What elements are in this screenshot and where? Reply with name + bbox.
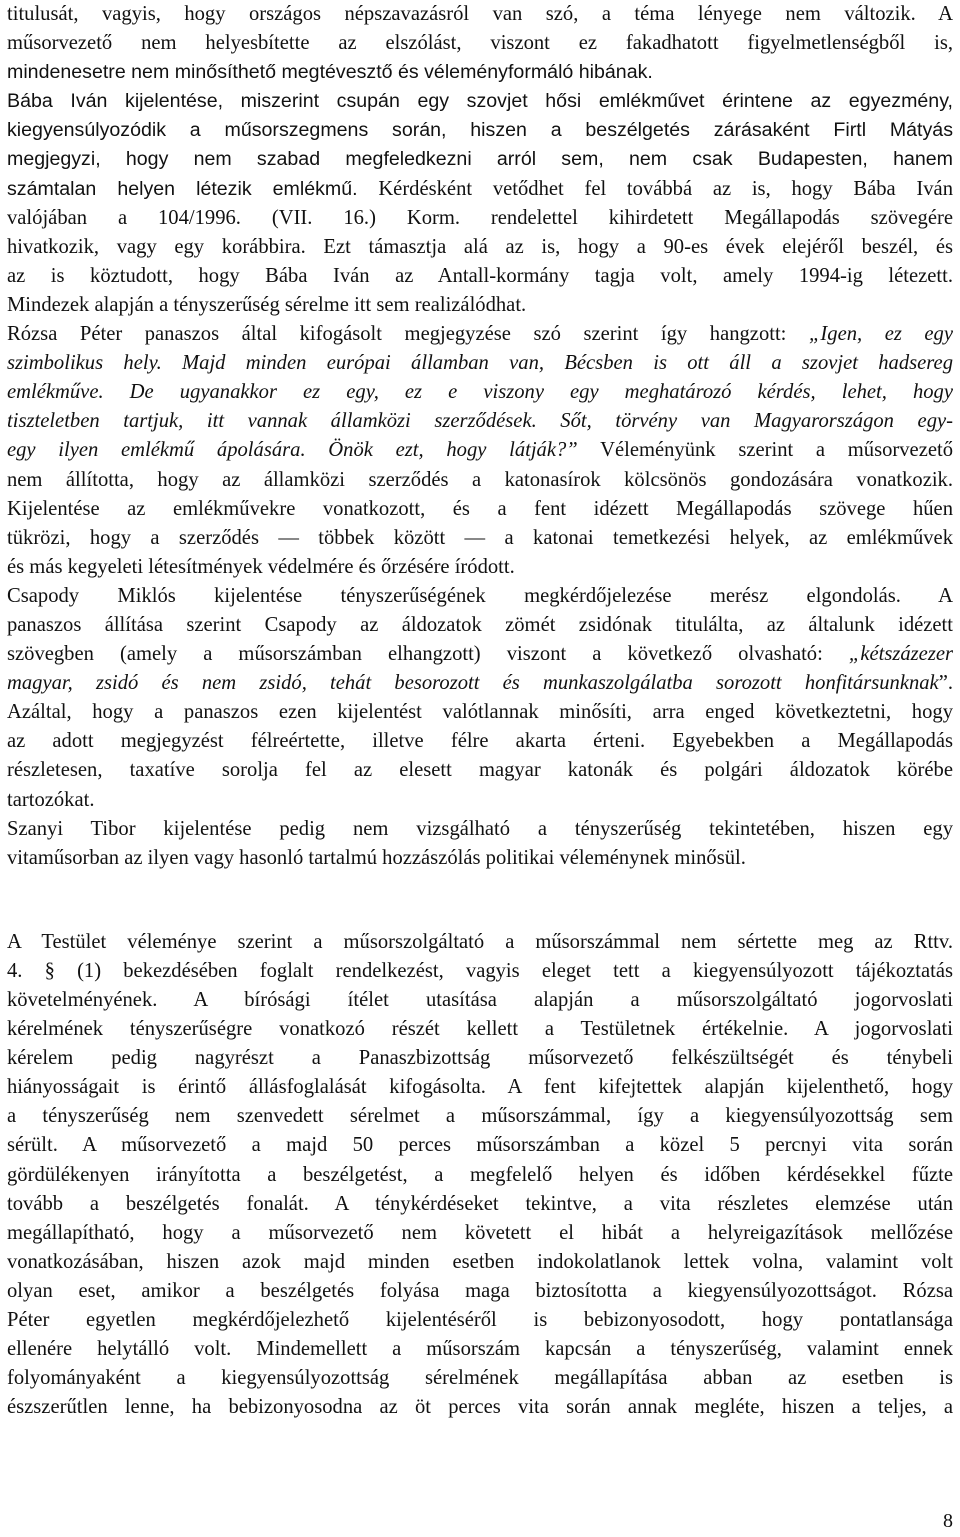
text-line: hiányosságait is érintő állásfoglalását kifogásolta. A fent kifejtettek alapján kijelenthető, hogy — [7, 1076, 953, 1099]
text-line: megállapítható, hogy a műsorvezető nem követett el hibát a helyreigazítások mellőzése — [7, 1221, 953, 1244]
text-line: panaszos állítása szerint Csapody az áldozatok zömét zsidónak titulálta, az általunk idézett — [7, 613, 953, 636]
text-line: Kijelentése az emlékművekre vonatkozott, és a fent idézett Megállapodás szövege hűen — [7, 497, 953, 520]
text-line: vitaműsorban az ilyen vagy hasonló tartalmú hozzászólás politikai véleménynek minősül. — [7, 846, 746, 869]
text-line: Szanyi Tibor kijelentése pedig nem vizsgálható a tényszerűség tekintetében, hiszen egy — [7, 817, 953, 840]
quote-segment: tiszteletben tartjuk, itt vannak államközi szerződések. Sőt, törvény van Magyarországon egy- — [7, 410, 953, 433]
quote-segment: „kétszázezer — [848, 643, 953, 666]
text-line: a tényszerűség nem szenvedett sérelmet a műsorszámmal, így a kiegyensúlyozottság sem — [7, 1105, 953, 1128]
text-line: tartozókat. — [7, 788, 95, 811]
text-segment: Rózsa Péter panaszos által kifogásolt megjegyzése szó szerint így hangzott: — [7, 323, 809, 346]
text-line: sérült. A műsorvezető a majd 50 perces műsorszámban a közel 5 percnyi vita során — [7, 1134, 953, 1157]
text-line: ellenére helytálló volt. Mindemellett a műsorszám kapcsán a tényszerűség, valamint ennek — [7, 1338, 953, 1361]
text-line: észszerűtlen lenne, ha bebizonyosodna az öt perces vita során annak megléte, hiszen a teljes, a — [7, 1396, 953, 1419]
text-line: kérelem pedig nagyrészt a Panaszbizottság műsorvezető felkészültségét és ténybeli — [7, 1047, 953, 1070]
text-line: A Testület véleménye szerint a műsorszolgáltató a műsorszámmal nem sértette meg az Rttv. — [7, 930, 953, 953]
text-line — [7, 436, 953, 465]
text-segment: Kérdésként vetődhet fel továbbá az is, hogy Bába Iván — [378, 177, 953, 200]
text-line — [7, 640, 953, 669]
text-line: követelményének. A bírósági ítélet utasítása alapján a műsorszolgáltató jogorvoslati — [7, 989, 953, 1011]
text-line: vonatkozásában, hiszen azok majd minden esetben indokolatlanok lettek volna, valamint volt — [7, 1250, 953, 1273]
text-line: Bába Iván kijelentése, miszerint csupán egy szovjet hősi emlékművet érintene az egyezmény, — [7, 90, 953, 113]
text-line — [7, 669, 953, 698]
page-number: 8 — [943, 1510, 953, 1532]
text-line: olyan eset, amikor a beszélgetés folyása maga biztosította a kiegyensúlyozottságot. Rózsa — [7, 1279, 953, 1302]
quote-segment: magyar, zsidó és nem zsidó, tehát besorozott és munkaszolgálatba sorozott honfitársunknak — [7, 672, 939, 695]
text-line: mindenesetre nem minősíthető megtévesztő és véleményformáló hibának. — [7, 61, 653, 84]
text-line: kérelmének tényszerűségre vonatkozó részét kellett a Testületnek értékelnie. A jogorvoslati — [7, 1018, 953, 1041]
quote-segment: „Igen, ez egy — [808, 323, 953, 346]
text-line: nem állította, hogy az államközi szerződés a katonasírok kölcsönös gondozására vonatkozik. — [7, 468, 953, 491]
text-line: hivatkozik, vagy egy korábbira. Ezt támasztja alá az is, hogy a 90-es évek elejéről beszél, és — [7, 235, 953, 258]
text-segment: ”. — [938, 672, 953, 695]
text-line — [7, 320, 953, 349]
text-line — [7, 349, 953, 378]
text-line: 4. § (1) bekezdésében foglalt rendelkezést, vagyis eleget tett a kiegyensúlyozott tájékoztatás — [7, 959, 953, 982]
text-line: Csapody Miklós kijelentése tényszerűségének megkérdőjelezése merész elgondolás. A — [7, 584, 953, 607]
text-line: kiegyensúlyozódik a műsorszegmens során, hiszen a beszélgetés zárásaként Firtl Mátyás — [7, 119, 953, 142]
text-segment: Véleményünk szerint a műsorvezető — [577, 439, 953, 462]
text-line: Péter egyetlen megkérdőjelezhető kijelentéséről is bebizonyosodott, hogy pontatlansága — [7, 1309, 953, 1332]
text-line: részletesen, taxatíve sorolja fel az elesett magyar katonák és polgári áldozatok körébe — [7, 759, 953, 782]
text-line: az is köztudott, hogy Bába Iván az Antall-kormány tagja volt, amely 1994-ig létezett. — [7, 264, 953, 287]
text-line — [7, 378, 953, 407]
text-line: tükrözi, hogy a szerződés — többek között — a katonai temetkezési helyek, az emlékművek — [7, 526, 953, 549]
text-segment: számtalan helyen létezik emlékmű. — [7, 177, 358, 200]
text-line: Azáltal, hogy a panaszos ezen kijelentést valótlannak minősíti, arra enged következtetni, hogy — [7, 701, 953, 724]
quote-segment: egy ilyen emlékmű ápolására. Önök ezt, hogy látják?” — [7, 439, 578, 462]
text-line: és más kegyeleti létesítmények védelmére és őrzésére íródott. — [7, 555, 515, 578]
text-line: valójában a 104/1996. (VII. 16.) Korm. rendelettel kihirdetett Megállapodás szövegére — [7, 206, 953, 229]
text-line: gördülékenyen irányította a beszélgetést, a megfelelő helyen és időben kérdésekkel fűzte — [7, 1163, 953, 1186]
text-line — [7, 175, 953, 204]
text-line — [7, 407, 953, 436]
text-line: tovább a beszélgetés fonalát. A ténykérdéseket tekintve, a vita részletes elemzése után — [7, 1192, 953, 1215]
paragraph-gap — [7, 873, 953, 928]
quote-segment: emlékműve. De ugyanakkor ez egy, ez e viszony egy meghatározó kérdés, lehet, hogy — [7, 381, 953, 404]
text-line: Mindezek alapján a tényszerűség sérelme itt sem realizálódhat. — [7, 293, 527, 316]
text-line: műsorvezető nem helyesbítette az elszólást, viszont ez fakadhatott figyelmetlenségből is, — [7, 32, 953, 55]
text-line: folyományaként a kiegyensúlyozottság sérelmének megállapítása abban az esetben is — [7, 1367, 953, 1390]
text-line: az adott megjegyzést félreértette, illetve félre akarta érteni. Egyebekben a Megállapodás — [7, 730, 953, 753]
text-segment: szövegben (amely a műsorszámban elhangzott) viszont a következő olvasható: — [7, 643, 849, 666]
quote-segment: szimbolikus hely. Majd minden európai államban van, Bécsben is ott áll a szovjet hadsereg — [7, 352, 953, 375]
document-page — [7, 0, 953, 1422]
text-line: megjegyzi, hogy nem szabad megfeledkezni arról sem, nem csak Budapesten, hanem — [7, 148, 953, 171]
text-line: titulusát, vagyis, hogy országos népszavazásról van szó, a téma lényege nem változik. A — [7, 3, 953, 25]
